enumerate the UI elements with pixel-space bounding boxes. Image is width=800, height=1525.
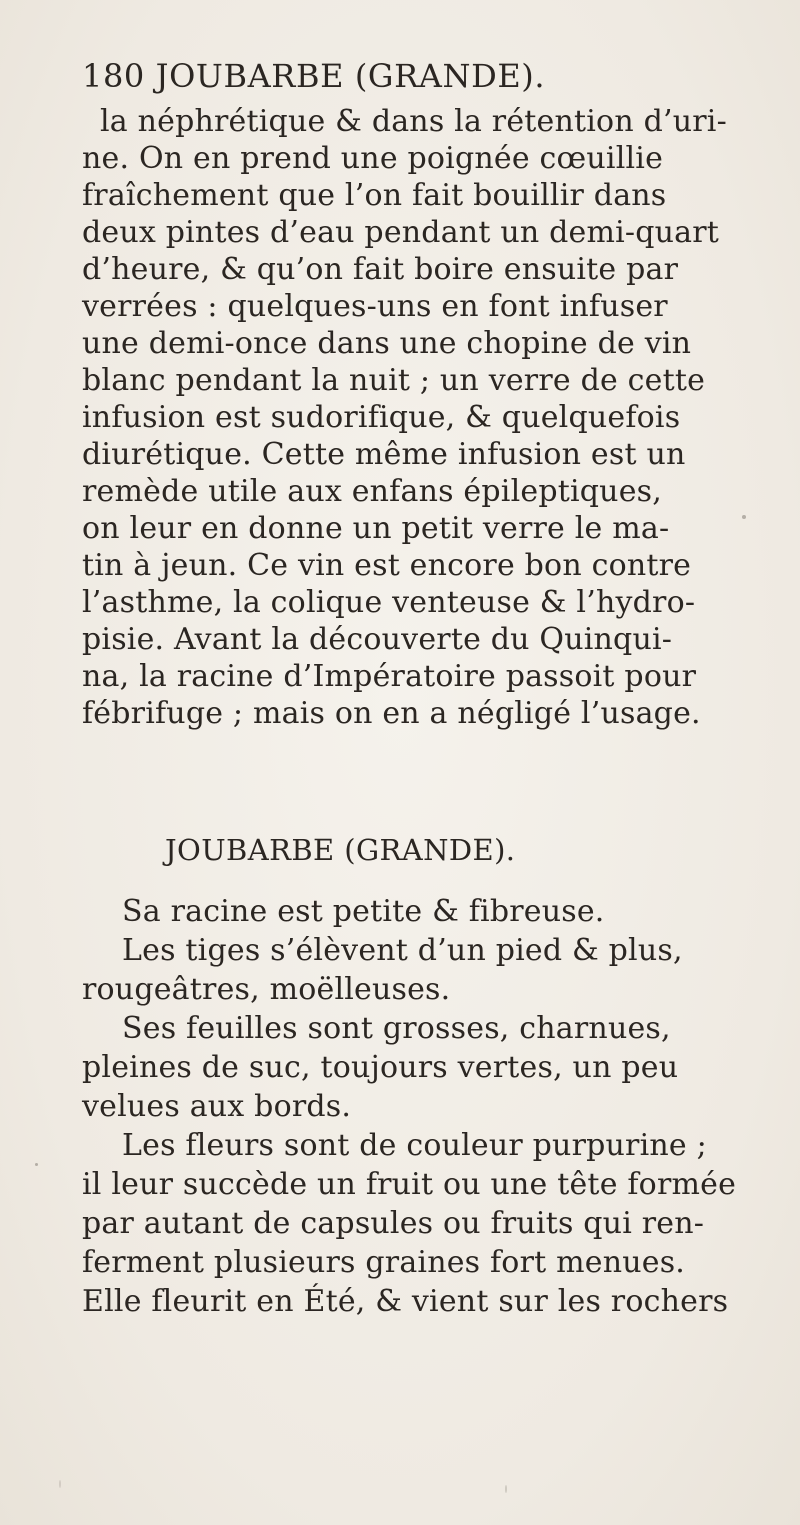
text-line: une demi-once dans une chopine de vin (82, 326, 692, 361)
text-line: blanc pendant la nuit ; un verre de cette (82, 363, 706, 398)
text-line: il leur succède un fruit ou une tête formée (82, 1167, 737, 1202)
text-line: d’heure, & qu’on fait boire ensuite par (82, 252, 679, 287)
text-line: l’asthme, la colique venteuse & l’hydro- (82, 585, 696, 620)
text-line: fraîchement que l’on fait bouillir dans (82, 178, 667, 213)
text-line: infusion est sudorifique, & quelquefois (82, 400, 681, 435)
text-line: rougeâtres, moëlleuses. (82, 972, 451, 1007)
text-line: Les fleurs sont de couleur purpurine ; (122, 1128, 707, 1163)
text-line: fébrifuge ; mais on en a négligé l’usage. (82, 696, 701, 731)
paper-speck (35, 1163, 38, 1166)
text-line: la néphrétique & dans la rétention d’uri- (100, 104, 727, 139)
text-line: remède utile aux enfans épileptiques, (82, 474, 662, 509)
text-line: pleines de suc, toujours vertes, un peu (82, 1050, 679, 1085)
text-line: Elle fleurit en Été, & vient sur les rochers (82, 1284, 729, 1319)
text-line: tin à jeun. Ce vin est encore bon contre (82, 548, 692, 583)
text-line: velues aux bords. (82, 1089, 352, 1124)
text-line: Sa racine est petite & fibreuse. (122, 894, 605, 929)
paper-speck (742, 515, 746, 519)
text-line: par autant de capsules ou fruits qui ren- (82, 1206, 705, 1241)
text-line: na, la racine d’Impératoire passoit pour (82, 659, 697, 694)
running-header: 180 JOUBARBE (GRANDE). (82, 57, 546, 95)
paper-speck (59, 1480, 61, 1488)
text-line: deux pintes d’eau pendant un demi-quart (82, 215, 720, 250)
text-line: Ses feuilles sont grosses, charnues, (122, 1011, 671, 1046)
text-line: on leur en donne un petit verre le ma- (82, 511, 670, 546)
text-line: diurétique. Cette même infusion est un (82, 437, 686, 472)
text-line: verrées : quelques-uns en font infuser (82, 289, 668, 324)
paper-speck (505, 1485, 507, 1493)
text-line: pisie. Avant la découverte du Quinqui- (82, 622, 673, 657)
text-line: ne. On en prend une poignée cœuillie (82, 141, 664, 176)
text-line: ferment plusieurs graines fort menues. (82, 1245, 686, 1280)
text-line: Les tiges s’élèvent d’un pied & plus, (122, 933, 683, 968)
section-title: JOUBARBE (GRANDE). (165, 833, 516, 867)
